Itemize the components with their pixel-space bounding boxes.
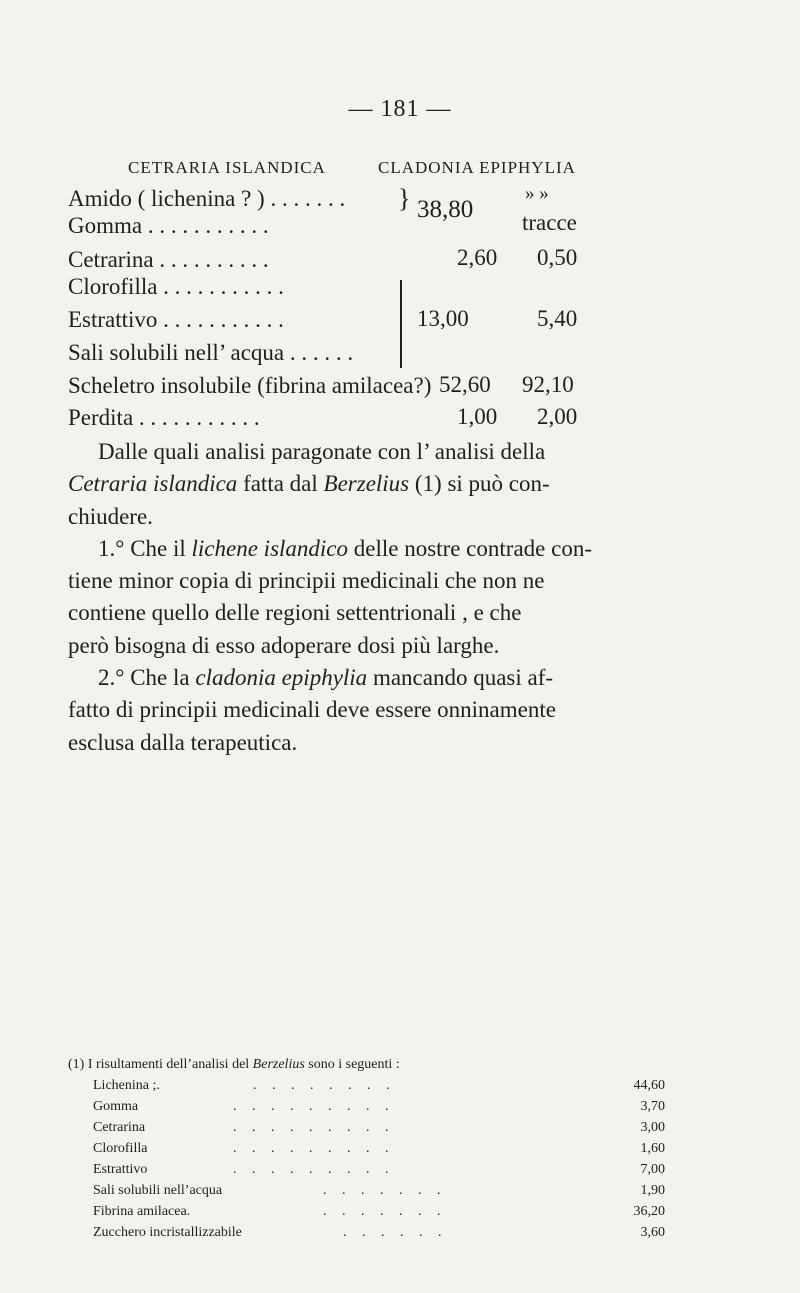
value-perdita-left: 1,00 [457,404,498,429]
fn-value: 7,00 [640,1162,665,1177]
body-text [68,436,735,759]
fn-dots: . . . . . . . . . [233,1141,395,1156]
fn-label: Estrattivo [93,1162,148,1177]
p3-line-a: 2.° Che la [98,665,196,691]
value-perdita-right: 2,00 [537,404,578,429]
fn-dots: . . . . . . . . [253,1078,396,1093]
fn-dots: . . . . . . . . . [233,1099,395,1114]
p1-end: (1) si può con- [409,471,550,497]
fn-value: 1,90 [640,1183,665,1198]
paragraph-1 [68,436,735,533]
paragraph-3 [68,662,735,759]
footnote-intro-b: sono i seguenti : [304,1057,400,1072]
fn-value: 1,60 [640,1141,665,1156]
p2-italic: lichene islandico [191,535,349,561]
brace-line-lower [400,280,402,368]
p3-line-b: fatto di principii medicinali deve essere onninamente [68,697,556,723]
brace-top: } [398,184,411,213]
p3-line-c: esclusa dalla terapeutica. [68,729,298,755]
fn-dots: . . . . . . [343,1225,448,1240]
fn-value: 3,60 [640,1225,665,1240]
value-amido-right: » » [525,183,549,204]
p1-mid: fatta dal [237,471,324,497]
value-gomma-right: tracce [522,210,577,235]
row-label-clorofilla: Clorofilla . . . . . . . . . . . [68,274,284,299]
value-scheletro-right: 92,10 [522,372,574,397]
value-cetrarina-left: 2,60 [457,245,498,270]
p1-italic-cetraria: Cetraria islandica [68,471,238,497]
row-label-perdita: Perdita . . . . . . . . . . . [68,405,260,430]
fn-label: Zucchero incristallizzabile [93,1225,242,1240]
row-label-sali: Sali solubili nell’ acqua . . . . . . [68,340,354,365]
footnote-intro-a: (1) I risultamenti dell’analisi del [68,1057,253,1072]
fn-label: Fibrina amilacea. [93,1204,191,1219]
fn-value: 3,70 [640,1099,665,1114]
p3-line-a-end: mancando quasi af- [367,665,554,691]
value-estrattivo-left: 13,00 [417,306,469,331]
fn-label: Sali solubili nell’acqua [93,1183,223,1198]
p1-italic-berzelius: Berzelius [323,471,410,497]
row-label-scheletro: Scheletro insolubile (fibrina amilacea?) [68,373,432,398]
fn-value: 44,60 [633,1078,665,1093]
fn-dots: . . . . . . . . . [233,1120,395,1135]
p2-line-b: tiene minor copia di principii medicinali che non ne [68,568,545,594]
p2-line-a-end: delle nostre contrade con- [348,535,592,561]
fn-value: 3,00 [640,1120,665,1135]
fn-label: Clorofilla [93,1141,148,1156]
p2-line-a: 1.° Che il [98,535,192,561]
page-number: — 181 — [348,96,452,122]
fn-label: Cetrarina [93,1120,146,1135]
fn-dots: . . . . . . . . . [233,1162,395,1177]
value-scheletro-left: 52,60 [439,372,491,397]
p2-line-d: però bisogna di esso adoperare dosi più larghe. [68,632,500,658]
fn-label: Gomma [93,1099,139,1114]
fn-value: 36,20 [633,1204,665,1219]
footnote-italic: Berzelius [252,1057,305,1072]
fn-dots: . . . . . . . [323,1204,447,1219]
paragraph-2 [68,533,735,662]
footnote-intro [68,1057,400,1073]
value-cetrarina-right: 0,50 [537,245,578,270]
p1-line-a: Dalle quali analisi paragonate con l’ analisi della [98,439,546,464]
fn-label: Lichenina ;. [93,1078,160,1093]
row-label-amido: Amido ( lichenina ? ) . . . . . . . [68,186,346,211]
p3-italic: cladonia epiphylia [195,665,368,691]
row-label-gomma: Gomma . . . . . . . . . . . [68,213,269,238]
p2-line-c: contiene quello delle regioni settentrionali , e che [68,600,522,626]
p1-line-c: chiudere. [68,503,153,529]
row-label-cetrarina: Cetrarina . . . . . . . . . . [68,247,269,272]
row-label-estrattivo: Estrattivo . . . . . . . . . . . [68,307,284,332]
fn-dots: . . . . . . . [323,1183,447,1198]
brace-value: 38,80 [417,196,474,223]
value-estrattivo-right: 5,40 [537,306,578,331]
col-heading-cetraria: CETRARIA ISLANDICA [128,158,326,177]
col-heading-cladonia: CLADONIA EPIPHYLIA [378,158,576,177]
